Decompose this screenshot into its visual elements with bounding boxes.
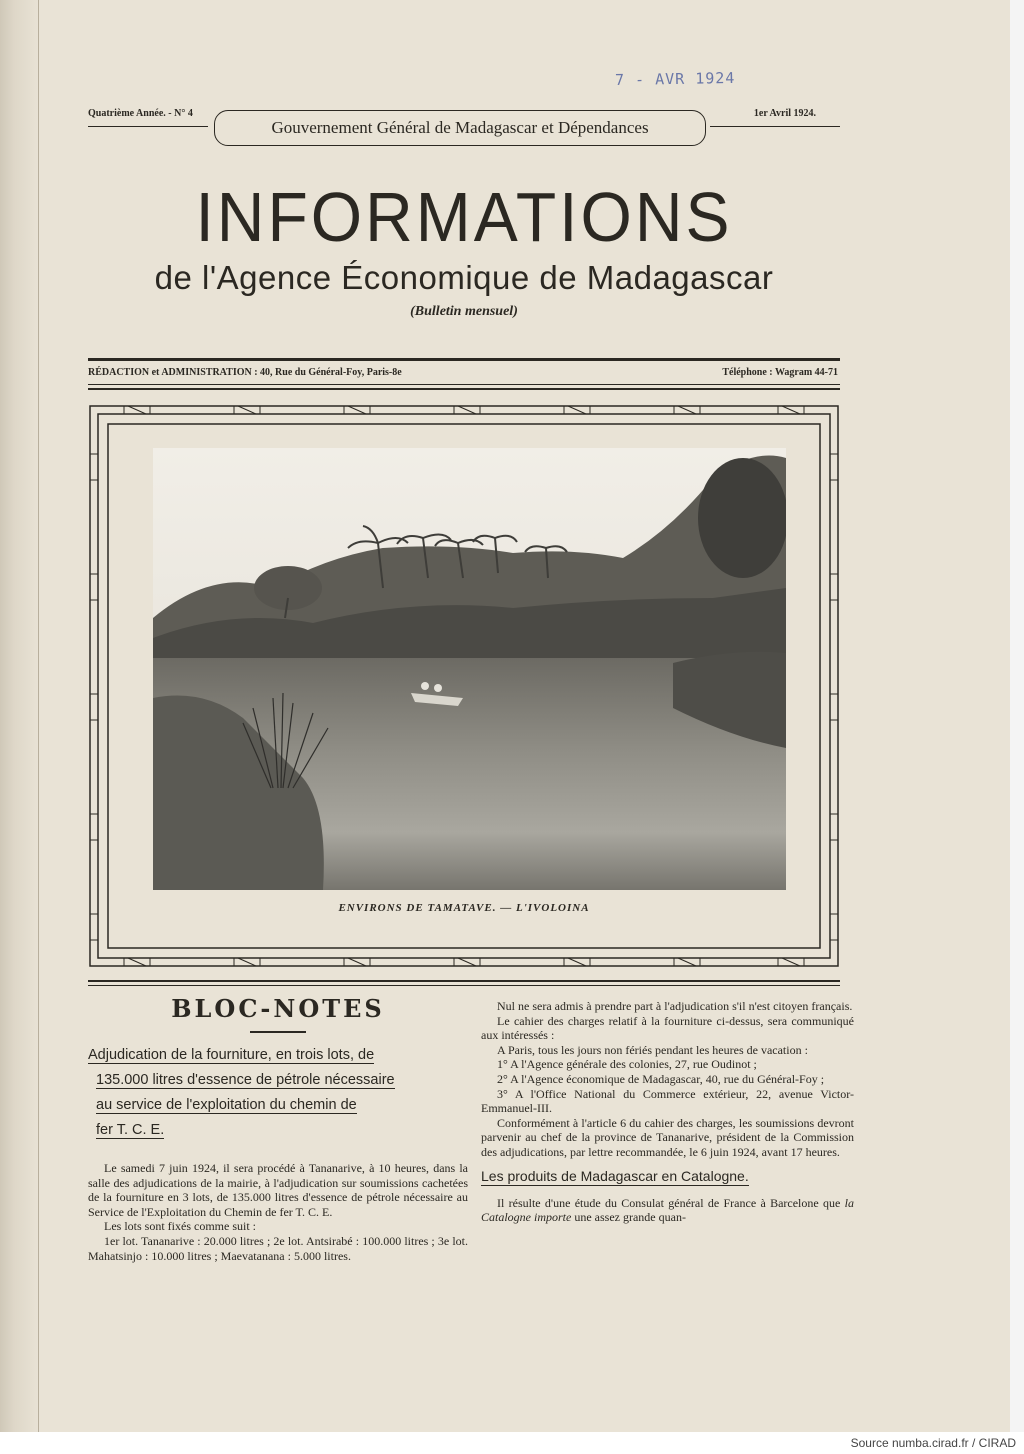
bloc-notes-rule [250,1031,306,1033]
issue-number: Quatrième Année. - N° 4 [88,108,193,119]
masthead [88,180,840,320]
article-title-adjudication [88,1043,468,1143]
binding-edge [38,0,39,1432]
article-title-line-2: 135.000 litres d'essence de pétrole nécessaire [96,1072,395,1088]
left-column [88,992,468,1263]
paragraph: 3° A l'Office National du Commerce extérieur, 22, avenue Victor-Emmanuel-III. [481,1086,854,1116]
address-row [88,367,840,378]
paragraph: Le cahier des charges relatif à la fourniture ci-dessus, sera communiqué aux intéressés : [481,1013,854,1043]
telephone: Téléphone : Wagram 44-71 [722,367,838,378]
article-body-continued [481,999,854,1160]
photo-frame [88,404,840,968]
address-rule-bottom [88,384,840,385]
header-rule-left [88,126,208,127]
paragraph: Nul ne sera admis à prendre part à l'adjudication s'il n'est citoyen français. [497,999,853,1013]
section-rule-bottom [88,985,840,986]
article-title-line-3: au service de l'exploitation du chemin de [96,1097,357,1113]
paragraph: Le samedi 7 juin 1924, il sera procédé à Tananarive, à 10 heures, dans la salle des adjudications de la mairie, à l'adjudication sur soumissions cachetées de la fourniture en 3 lots, de 135.000 litres d'essence de pétrole nécessaire au Service de l'Exploitation du Chemin de fer T. C. E. [88,1161,468,1219]
paragraph: Les lots sont fixés comme suit : [104,1219,256,1234]
bloc-notes-title: BLOC-NOTES [171,994,385,1023]
section-rule-top [88,980,840,982]
received-date-stamp: 7 - AVR 1924 [614,68,736,90]
article-title-line-4: fer T. C. E. [96,1122,165,1138]
binding-spine [0,0,40,1432]
government-title: Gouvernement Général de Madagascar et Dépendances [271,118,649,137]
issue-date: 1er Avril 1924. [753,108,816,119]
paragraph: 2° A l'Agence économique de Madagascar, 40, rue du Général-Foy ; [497,1071,825,1086]
masthead-subtitle: de l'Agence Économique de Madagascar [154,259,774,296]
page-edge [1010,0,1024,1432]
right-column [481,999,854,1225]
photo-caption: ENVIRONS DE TAMATAVE. — L'IVOLOINA [338,902,590,914]
article-body-adjudication [88,1161,468,1263]
landscape-photo [153,448,786,890]
source-credit: Source numba.cirad.fr / CIRAD [850,1436,1016,1450]
paragraph: 1er lot. Tananarive : 20.000 litres ; 2e lot. Antsirabé : 100.000 litres ; 3e lot. Mahatsinjo : 10.000 litres ; Maevatanana : 5.000 litres. [88,1233,468,1263]
paragraph: Conformément à l'article 6 du cahier des charges, les soumissions devront parvenir au chef de la province de Tananarive, président de la Commission des adjudications, par lettre recommandée, le 6 juin 1924, avant 17 heures. [481,1115,854,1159]
article-body-catalogne [481,1196,854,1225]
address-rule-top [88,358,840,361]
address-rule-bottom-thick [88,388,840,390]
header-rule-right [710,126,840,127]
paragraph: Il résulte d'une étude du Consulat général de France à Barcelone que la Catalogne importe une assez grande quan- [481,1195,854,1225]
paragraph: 1° A l'Agence générale des colonies, 27, rue Oudinot ; [497,1057,757,1072]
header-row [88,104,840,152]
article-title-catalogne: Les produits de Madagascar en Catalogne. [481,1167,749,1184]
government-banner [214,110,706,146]
paragraph: A Paris, tous les jours non fériés pendant les heures de vacation : [497,1042,808,1057]
article-title-line-1: Adjudication de la fourniture, en trois lots, de [88,1047,375,1063]
redaction-address: RÉDACTION et ADMINISTRATION : 40, Rue du Général-Foy, Paris-8e [88,367,402,378]
masthead-title: INFORMATIONS [195,178,733,256]
masthead-bulletin: (Bulletin mensuel) [410,304,518,319]
river-scene-illustration [153,448,786,890]
